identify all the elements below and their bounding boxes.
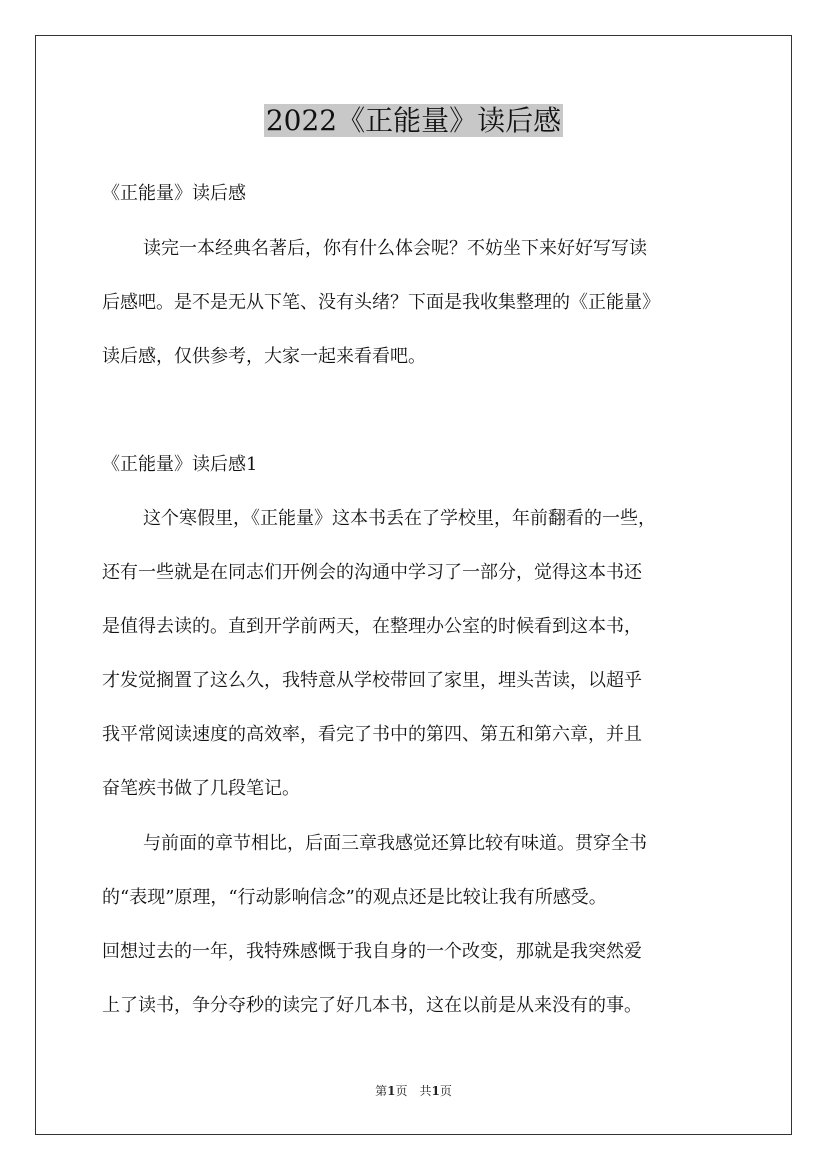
intro-line-1: 读完一本经典名著后，你有什么体会呢？不妨坐下来好好写写读 [143, 238, 647, 259]
section-heading: 《正能量》读后感1 [102, 454, 258, 475]
footer-page-total: 1 [431, 1084, 440, 1098]
paragraph1-line-2: 还有一些就是在同志们开例会的沟通中学习了一部分，觉得这本书还 [102, 562, 642, 583]
paragraph1-line-5: 我平常阅读速度的高效率，看完了书中的第四、第五和第六章，并且 [102, 724, 642, 745]
subtitle: 《正能量》读后感 [102, 183, 246, 204]
document-title-text: 2022《正能量》读后感 [265, 104, 562, 137]
paragraph1-line-1: 这个寒假里，《正能量》这本书丢在了学校里，年前翻看的一些， [143, 508, 656, 529]
paragraph2-line-3: 回想过去的一年，我特殊感慨于我自身的一个改变，那就是我突然爱 [102, 941, 642, 962]
footer-suffix: 页 [439, 1084, 452, 1098]
paragraph2-line-2: 的“表现”原理，“行动影响信念”的观点还是比较让我有所感受。 [102, 887, 607, 908]
paragraph1-line-4: 才发觉搁置了这么久，我特意从学校带回了家里，埋头苦读，以超乎 [102, 670, 642, 691]
document-title [0, 99, 827, 143]
footer-page-number: 1 [387, 1084, 396, 1098]
paragraph1-line-6: 奋笔疾书做了几段笔记。 [102, 778, 300, 799]
footer-mid: 页 共 [395, 1084, 432, 1098]
paragraph2-line-4: 上了读书，争分夺秒的读完了好几本书，这在以前是从来没有的事。 [102, 995, 642, 1016]
paragraph2-line-1: 与前面的章节相比，后面三章我感觉还算比较有味道。贯穿全书 [143, 833, 647, 854]
footer-prefix: 第 [375, 1084, 388, 1098]
intro-line-3: 读后感，仅供参考，大家一起来看看吧。 [102, 346, 426, 367]
paragraph1-line-3: 是值得去读的。直到开学前两天，在整理办公室的时候看到这本书， [102, 616, 642, 637]
intro-line-2: 后感吧。是不是无从下笔、没有头绪？下面是我收集整理的《正能量》 [102, 292, 660, 313]
page-footer [0, 1083, 827, 1099]
